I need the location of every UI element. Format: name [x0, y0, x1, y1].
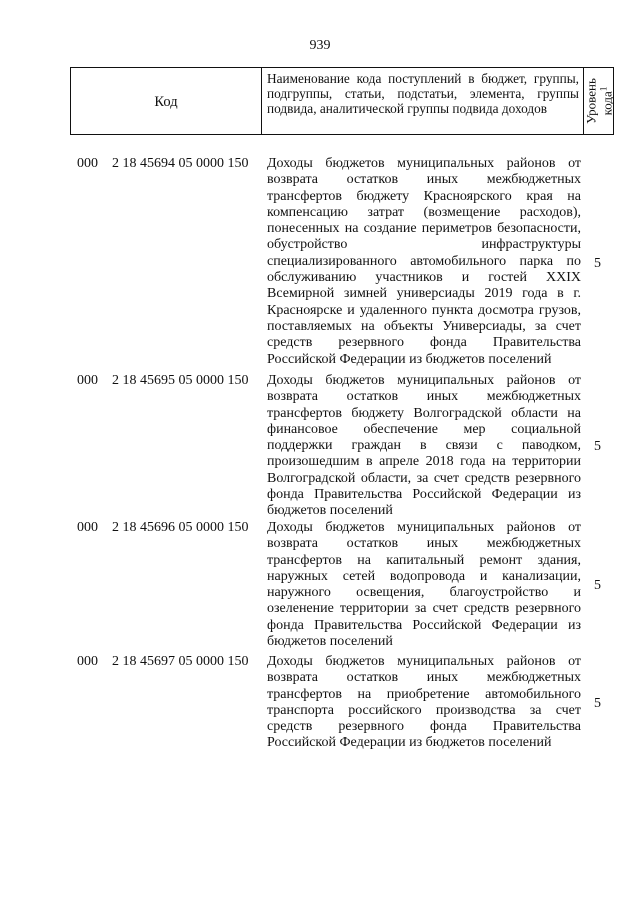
row-description: Доходы бюджетов муниципальных районов от возврата остатков иных межбюджетных трансфертов бюджету Волгоградской области на финансовое обеспечение мер социальной поддержки граждан в связи с паводком, произошедшим в апреле 2018 года на территории Волгоградской области, за счет средств резервного фонда Правительства Российской Федерации из бюджетов поселений	[267, 373, 581, 519]
header-level-label: Уровень кода$^1$	[582, 78, 615, 124]
row-description: Доходы бюджетов муниципальных районов от возврата остатков иных межбюджетных трансфертов бюджету Красноярского края на компенсацию затрат (возмещение расходов), понесенных на создание периметров безопасности, обустройство инфраструктуры специализированного автомобильного парка по обслуживанию участников и гостей XXIX Всемирной зимней универсиады 2019 года в г. Красноярске и удаленного пункта досмотра грузов, поставляемых на объекты Универсиады, за счет средств резервного фонда Правительства Российской Федерации из бюджетов поселений	[267, 156, 581, 367]
row-admin-code: 000	[77, 373, 98, 388]
row-admin-code: 000	[77, 520, 98, 535]
header-level-cell	[584, 68, 613, 134]
header-code-cell	[71, 68, 262, 134]
row-level: 5	[594, 439, 601, 454]
row-income-code: 2 18 45696 05 0000 150	[112, 520, 249, 535]
header-code-label: Код	[154, 94, 178, 110]
row-income-code: 2 18 45694 05 0000 150	[112, 156, 249, 171]
row-income-code: 2 18 45695 05 0000 150	[112, 373, 249, 388]
header-name-cell: Наименование кода поступлений в бюджет, группы, подгруппы, статьи, подстатьи, элемента, группы подвида, аналитической группы подвида доходов	[262, 68, 584, 134]
row-level: 5	[594, 578, 601, 593]
footnote-mark: 1	[597, 86, 608, 92]
row-level: 5	[594, 696, 601, 711]
table-header	[70, 67, 614, 135]
row-admin-code: 000	[77, 654, 98, 669]
row-level: 5	[594, 256, 601, 271]
row-admin-code: 000	[77, 156, 98, 171]
row-income-code: 2 18 45697 05 0000 150	[112, 654, 249, 669]
row-description: Доходы бюджетов муниципальных районов от возврата остатков иных межбюджетных трансфертов на капитальный ремонт здания, наружных сетей водопровода и канализации, наружного освещения, благоустройство и озеленение территории за счет средств резервного фонда Правительства Российской Федерации из бюджетов поселений	[267, 520, 581, 650]
row-description: Доходы бюджетов муниципальных районов от возврата остатков иных межбюджетных трансфертов на приобретение автомобильного транспорта российского производства за счет средств резервного фонда Правительства Российской Федерации из бюджетов поселений	[267, 654, 581, 751]
page-number: 939	[309, 38, 331, 53]
